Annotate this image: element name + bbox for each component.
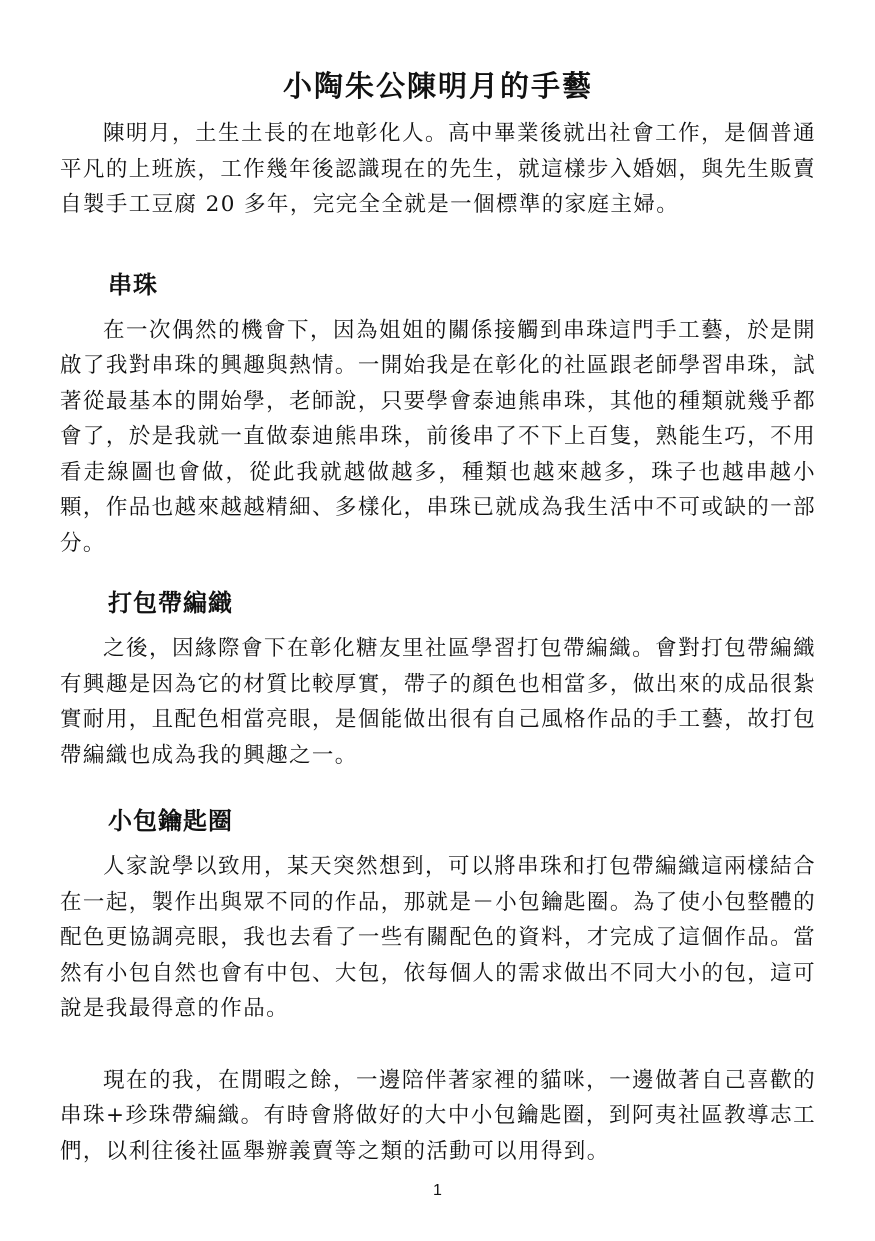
page-number: 1 bbox=[433, 1182, 442, 1199]
document-page bbox=[60, 64, 816, 1169]
section-body-strap-weaving: 之後，因緣際會下在彰化糖友里社區學習打包帶編織。會對打包帶編織有興趣是因為它的材質比較厚實，帶子的顏色也相當多，做出來的成品很紮實耐用，且配色相當亮眼，是個能做出很有自己風格作品的手工藝，故打包帶編織也成為我的興趣之一。 bbox=[60, 636, 816, 768]
document-title: 小陶朱公陳明月的手藝 bbox=[282, 69, 593, 103]
section-body-beads: 在一次偶然的機會下，因為姐姐的關係接觸到串珠這門手工藝，於是開啟了我對串珠的興趣與熱情。一開始我是在彰化的社區跟老師學習串珠，試著從最基本的開始學，老師說，只要學會泰迪熊串珠，其他的種類就幾乎都會了，於是我就一直做泰迪熊串珠，前後串了不下上百隻，熟能生巧，不用看走線圖也會做，從此我就越做越多，種類也越來越多，珠子也越串越小顆，作品也越來越越精細、多樣化，串珠已就成為我生活中不可或缺的一部分。 bbox=[60, 317, 816, 556]
intro-paragraph: 陳明月，土生土長的在地彰化人。高中畢業後就出社會工作，是個普通平凡的上班族，工作幾年後認識現在的先生，就這樣步入婚姻，與先生販賣自製手工豆腐 20 多年，完完全全就是一個標準的家庭主婦。 bbox=[60, 121, 816, 217]
section-heading-beads: 串珠 bbox=[108, 270, 158, 299]
closing-paragraph: 現在的我，在閒暇之餘，一邊陪伴著家裡的貓咪，一邊做著自己喜歡的串珠+珍珠帶編織。有時會將做好的大中小包鑰匙圈，到阿夷社區教導志工們，以利往後社區舉辦義賣等之類的活動可以用得到。 bbox=[60, 1067, 816, 1164]
section-heading-bag-keyring: 小包鑰匙圈 bbox=[108, 807, 233, 835]
section-body-bag-keyring: 人家說學以致用，某天突然想到，可以將串珠和打包帶編織這兩樣結合在一起，製作出與眾不同的作品，那就是－小包鑰匙圈。為了使小包整體的配色更協調亮眼，我也去看了一些有關配色的資料，才完成了這個作品。當然有小包自然也會有中包、大包，依每個人的需求做出不同大小的包，這可說是我最得意的作品。 bbox=[60, 854, 816, 1021]
section-heading-strap-weaving: 打包帶編織 bbox=[108, 589, 233, 617]
